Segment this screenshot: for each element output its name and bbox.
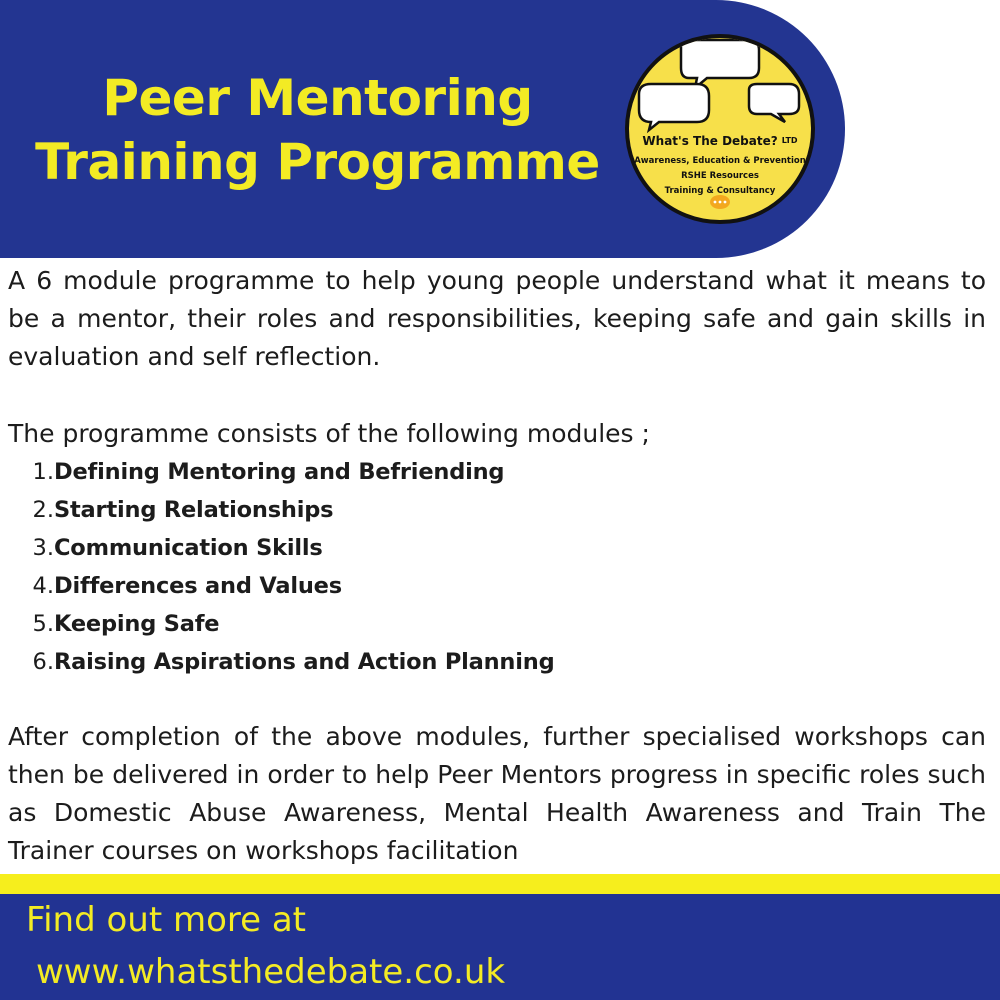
header-banner xyxy=(0,0,845,258)
intro-paragraph: A 6 module programme to help young people understand what it means to be a mentor, their roles and responsibilities, keeping safe and gain skills in evaluation and self reflection. xyxy=(8,266,986,371)
title-line-1: Peer Mentoring xyxy=(102,69,533,127)
module-label: Raising Aspirations and Action Planning xyxy=(54,649,555,675)
logo-name: What's The Debate? LTD xyxy=(642,134,798,148)
list-item: 2.Starting Relationships xyxy=(32,497,334,523)
list-item: 1.Defining Mentoring and Befriending xyxy=(32,459,505,485)
list-item: 4.Differences and Values xyxy=(32,573,342,599)
module-label: Communication Skills xyxy=(54,535,323,561)
website-link[interactable]: www.whatsthedebate.co.uk xyxy=(36,952,506,992)
logo-tagline-1: Awareness, Education & Prevention xyxy=(634,156,806,166)
footer-banner xyxy=(0,894,1000,1000)
logo-ltd: LTD xyxy=(781,136,798,145)
module-label: Starting Relationships xyxy=(54,497,334,523)
module-label: Keeping Safe xyxy=(54,611,220,637)
list-item: 3.Communication Skills xyxy=(32,535,323,561)
module-label: Defining Mentoring and Befriending xyxy=(54,459,505,485)
outro-paragraph: After completion of the above modules, further specialised workshops can then be delivered in order to help Peer Mentors progress in specific roles such as Domestic Abuse Awareness, Mental Health Awareness and Train The Trainer courses on workshops facilitation xyxy=(8,722,986,865)
company-logo xyxy=(625,34,815,224)
logo-tagline-2: RSHE Resources xyxy=(681,171,759,181)
logo-tagline-3: Training & Consultancy xyxy=(664,186,776,196)
footer-cta: Find out more at xyxy=(26,900,307,940)
divider-bar xyxy=(0,874,1000,894)
modules-list xyxy=(24,453,554,681)
module-label: Differences and Values xyxy=(54,573,342,599)
title-line-2: Training Programme xyxy=(35,133,600,191)
modules-heading: The programme consists of the following modules ; xyxy=(8,419,650,448)
list-item: 5.Keeping Safe xyxy=(32,611,220,637)
list-item: 6.Raising Aspirations and Action Planning xyxy=(32,649,555,675)
page-title xyxy=(20,66,615,194)
